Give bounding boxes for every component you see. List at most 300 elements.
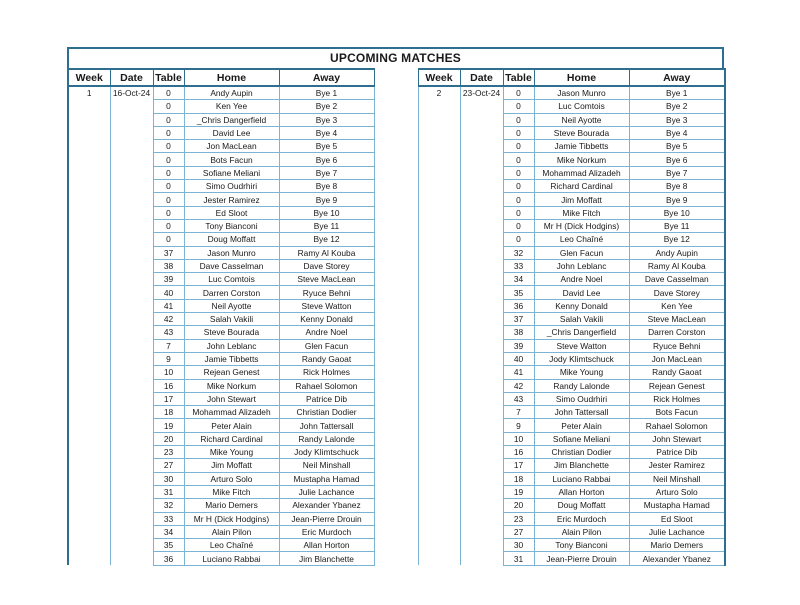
date-cell-right: [460, 259, 503, 272]
spacer-cell: [374, 366, 418, 379]
date-cell-left: [110, 166, 153, 179]
home-cell-right: John Leblanc: [534, 259, 629, 272]
home-cell-right: Doug Moffatt: [534, 499, 629, 512]
header-away-right: Away: [629, 69, 725, 86]
spacer-cell: [374, 113, 418, 126]
spacer-cell: [374, 126, 418, 139]
away-cell-right: Mustapha Hamad: [629, 499, 725, 512]
date-cell-left: [110, 472, 153, 485]
away-cell-left: Steve MacLean: [279, 273, 374, 286]
home-cell-right: Randy Lalonde: [534, 379, 629, 392]
date-cell-right: [460, 219, 503, 232]
date-cell-right: [460, 113, 503, 126]
spacer-cell: [374, 485, 418, 498]
home-cell-right: Jody Klimtschuck: [534, 352, 629, 365]
home-cell-left: Steve Bourada: [184, 326, 279, 339]
table-cell-right: 42: [503, 379, 534, 392]
table-row: [68, 326, 725, 339]
week-cell-left: [68, 552, 110, 565]
date-cell-right: [460, 539, 503, 552]
week-cell-right: [418, 406, 460, 419]
home-cell-left: Mike Young: [184, 446, 279, 459]
table-row: [68, 392, 725, 405]
away-cell-right: Bye 7: [629, 166, 725, 179]
away-cell-left: Julie Lachance: [279, 485, 374, 498]
table-row: [68, 286, 725, 299]
table-cell-right: 0: [503, 140, 534, 153]
spacer-cell: [374, 392, 418, 405]
week-cell-right: [418, 273, 460, 286]
home-cell-left: Ken Yee: [184, 100, 279, 113]
spacer-cell: [374, 499, 418, 512]
table-cell-left: 19: [153, 419, 184, 432]
table-cell-left: 33: [153, 512, 184, 525]
date-cell-right: [460, 525, 503, 538]
home-cell-right: Mohammad Alizadeh: [534, 166, 629, 179]
home-cell-right: Mike Fitch: [534, 206, 629, 219]
away-cell-left: Rahael Solomon: [279, 379, 374, 392]
home-cell-left: John Stewart: [184, 392, 279, 405]
table-row: [68, 512, 725, 525]
home-cell-left: Peter Alain: [184, 419, 279, 432]
date-cell-left: [110, 313, 153, 326]
table-row: [68, 472, 725, 485]
header-date-right: Date: [460, 69, 503, 86]
date-cell-right: [460, 499, 503, 512]
table-cell-left: 36: [153, 552, 184, 565]
away-cell-left: Eric Murdoch: [279, 525, 374, 538]
away-cell-right: Bye 1: [629, 86, 725, 100]
table-cell-left: 7: [153, 339, 184, 352]
away-cell-left: Bye 2: [279, 100, 374, 113]
week-cell-left: [68, 432, 110, 445]
table-cell-right: 0: [503, 126, 534, 139]
away-cell-right: Bye 10: [629, 206, 725, 219]
date-cell-left: [110, 193, 153, 206]
table-cell-right: 30: [503, 539, 534, 552]
table-cell-left: 31: [153, 485, 184, 498]
away-cell-right: Jon MacLean: [629, 352, 725, 365]
date-cell-left: [110, 299, 153, 312]
week-cell-left: [68, 352, 110, 365]
table-cell-right: 23: [503, 512, 534, 525]
away-cell-left: Glen Facun: [279, 339, 374, 352]
away-cell-left: Bye 3: [279, 113, 374, 126]
table-cell-left: 20: [153, 432, 184, 445]
spacer-cell: [374, 286, 418, 299]
table-row: [68, 153, 725, 166]
table-cell-right: 0: [503, 206, 534, 219]
header-week-left: Week: [68, 69, 110, 86]
table-cell-left: 23: [153, 446, 184, 459]
table-cell-right: 10: [503, 432, 534, 445]
away-cell-right: Ed Sloot: [629, 512, 725, 525]
home-cell-left: Mario Demers: [184, 499, 279, 512]
date-cell-right: [460, 233, 503, 246]
spacer-cell: [374, 472, 418, 485]
date-cell-left: [110, 512, 153, 525]
header-table-left: Table: [153, 69, 184, 86]
table-row: [68, 446, 725, 459]
away-cell-right: Randy Gaoat: [629, 366, 725, 379]
table-row: [68, 180, 725, 193]
table-row: [68, 339, 725, 352]
home-cell-left: Mohammad Alizadeh: [184, 406, 279, 419]
away-cell-left: Bye 11: [279, 219, 374, 232]
home-cell-right: Sofiane Meliani: [534, 432, 629, 445]
home-cell-left: John Leblanc: [184, 339, 279, 352]
home-cell-right: Andre Noel: [534, 273, 629, 286]
away-cell-right: Bots Facun: [629, 406, 725, 419]
away-cell-right: Darren Corston: [629, 326, 725, 339]
home-cell-right: Jim Blanchette: [534, 459, 629, 472]
table-row: [68, 259, 725, 272]
week-cell-right: [418, 485, 460, 498]
week-cell-right: [418, 206, 460, 219]
date-cell-right: [460, 140, 503, 153]
date-cell-left: [110, 552, 153, 565]
home-cell-right: Christian Dodier: [534, 446, 629, 459]
week-cell-left: 1: [68, 86, 110, 100]
home-cell-right: Luciano Rabbai: [534, 472, 629, 485]
table-row: [68, 206, 725, 219]
table-cell-right: 16: [503, 446, 534, 459]
table-cell-right: 0: [503, 86, 534, 100]
home-cell-left: Rejean Genest: [184, 366, 279, 379]
date-cell-left: [110, 432, 153, 445]
spacer-cell: [374, 379, 418, 392]
date-cell-left: [110, 286, 153, 299]
away-cell-left: John Tattersall: [279, 419, 374, 432]
away-cell-left: Christian Dodier: [279, 406, 374, 419]
week-cell-left: [68, 126, 110, 139]
table-cell-left: 9: [153, 352, 184, 365]
week-cell-right: [418, 313, 460, 326]
home-cell-left: Andy Aupin: [184, 86, 279, 100]
table-cell-right: 32: [503, 246, 534, 259]
home-cell-left: Jason Munro: [184, 246, 279, 259]
away-cell-left: Randy Gaoat: [279, 352, 374, 365]
week-cell-left: [68, 446, 110, 459]
home-cell-left: Luc Comtois: [184, 273, 279, 286]
table-cell-left: 34: [153, 525, 184, 538]
home-cell-right: Jim Moffatt: [534, 193, 629, 206]
week-cell-right: [418, 166, 460, 179]
table-cell-left: 35: [153, 539, 184, 552]
table-cell-right: 39: [503, 339, 534, 352]
away-cell-right: John Stewart: [629, 432, 725, 445]
away-cell-left: Jim Blanchette: [279, 552, 374, 565]
date-cell-left: [110, 206, 153, 219]
date-cell-left: [110, 406, 153, 419]
date-cell-left: [110, 446, 153, 459]
table-row: [68, 525, 725, 538]
week-cell-left: [68, 193, 110, 206]
date-cell-right: [460, 512, 503, 525]
home-cell-left: Dave Casselman: [184, 259, 279, 272]
table-cell-left: 27: [153, 459, 184, 472]
home-cell-right: Mike Norkum: [534, 153, 629, 166]
table-row: [68, 379, 725, 392]
away-cell-right: Bye 9: [629, 193, 725, 206]
week-cell-right: [418, 499, 460, 512]
away-cell-left: Bye 1: [279, 86, 374, 100]
away-cell-right: Bye 5: [629, 140, 725, 153]
date-cell-left: [110, 525, 153, 538]
home-cell-right: Peter Alain: [534, 419, 629, 432]
home-cell-right: Jean-Pierre Drouin: [534, 552, 629, 565]
table-cell-left: 0: [153, 233, 184, 246]
week-cell-left: [68, 100, 110, 113]
table-row: [68, 126, 725, 139]
table-cell-left: 0: [153, 206, 184, 219]
home-cell-right: Kenny Donald: [534, 299, 629, 312]
home-cell-right: Tony Bianconi: [534, 539, 629, 552]
date-cell-left: [110, 126, 153, 139]
away-cell-right: Jester Ramirez: [629, 459, 725, 472]
away-cell-right: Bye 8: [629, 180, 725, 193]
home-cell-right: Leo Chaîné: [534, 233, 629, 246]
away-cell-left: Bye 10: [279, 206, 374, 219]
matches-table: [67, 68, 726, 566]
week-cell-left: [68, 286, 110, 299]
week-cell-right: [418, 259, 460, 272]
home-cell-left: Richard Cardinal: [184, 432, 279, 445]
date-cell-right: [460, 392, 503, 405]
table-cell-right: 0: [503, 166, 534, 179]
home-cell-left: Simo Oudrhiri: [184, 180, 279, 193]
table-cell-left: 39: [153, 273, 184, 286]
date-cell-right: [460, 485, 503, 498]
spacer-cell: [374, 339, 418, 352]
table-cell-left: 16: [153, 379, 184, 392]
week-cell-left: [68, 273, 110, 286]
home-cell-right: Mr H (Dick Hodgins): [534, 219, 629, 232]
table-cell-right: 36: [503, 299, 534, 312]
home-cell-left: David Lee: [184, 126, 279, 139]
away-cell-left: Bye 12: [279, 233, 374, 246]
away-cell-left: Alexander Ybanez: [279, 499, 374, 512]
table-cell-left: 43: [153, 326, 184, 339]
date-cell-left: [110, 153, 153, 166]
table-cell-left: 32: [153, 499, 184, 512]
week-cell-right: [418, 525, 460, 538]
away-cell-right: Bye 6: [629, 153, 725, 166]
week-cell-left: [68, 499, 110, 512]
away-cell-right: Rejean Genest: [629, 379, 725, 392]
away-cell-left: Randy Lalonde: [279, 432, 374, 445]
week-cell-right: [418, 180, 460, 193]
week-cell-right: [418, 459, 460, 472]
away-cell-right: Mario Demers: [629, 539, 725, 552]
home-cell-left: _Chris Dangerfield: [184, 113, 279, 126]
table-row: [68, 299, 725, 312]
spacer-cell: [374, 552, 418, 565]
home-cell-left: Sofiane Meliani: [184, 166, 279, 179]
table-row: [68, 352, 725, 365]
date-cell-right: [460, 326, 503, 339]
date-cell-right: [460, 193, 503, 206]
home-cell-right: David Lee: [534, 286, 629, 299]
table-cell-right: 34: [503, 273, 534, 286]
spacer-cell: [374, 326, 418, 339]
table-cell-left: 10: [153, 366, 184, 379]
spacer-cell: [374, 419, 418, 432]
away-cell-right: Steve MacLean: [629, 313, 725, 326]
date-cell-right: [460, 379, 503, 392]
table-cell-left: 0: [153, 113, 184, 126]
away-cell-right: Arturo Solo: [629, 485, 725, 498]
away-cell-left: Patrice Dib: [279, 392, 374, 405]
home-cell-left: Mike Fitch: [184, 485, 279, 498]
home-cell-left: Darren Corston: [184, 286, 279, 299]
table-row: [68, 273, 725, 286]
table-cell-right: 41: [503, 366, 534, 379]
week-cell-left: [68, 379, 110, 392]
week-cell-right: [418, 432, 460, 445]
date-cell-left: [110, 459, 153, 472]
date-cell-left: [110, 140, 153, 153]
spacer-cell: [374, 166, 418, 179]
week-cell-right: [418, 552, 460, 565]
date-cell-right: [460, 366, 503, 379]
table-cell-right: 20: [503, 499, 534, 512]
header-row: [68, 69, 725, 86]
away-cell-left: Rick Holmes: [279, 366, 374, 379]
week-cell-left: [68, 326, 110, 339]
away-cell-right: Rahael Solomon: [629, 419, 725, 432]
date-cell-left: [110, 113, 153, 126]
home-cell-left: Mike Norkum: [184, 379, 279, 392]
away-cell-left: Andre Noel: [279, 326, 374, 339]
sheet-title: UPCOMING MATCHES: [67, 47, 724, 68]
away-cell-right: Ryuce Behni: [629, 339, 725, 352]
date-cell-right: [460, 406, 503, 419]
table-row: [68, 246, 725, 259]
spacer-cell: [374, 406, 418, 419]
week-cell-right: [418, 233, 460, 246]
week-cell-right: [418, 140, 460, 153]
home-cell-left: Jester Ramirez: [184, 193, 279, 206]
away-cell-right: Alexander Ybanez: [629, 552, 725, 565]
header-week-right: Week: [418, 69, 460, 86]
table-cell-left: 0: [153, 100, 184, 113]
date-cell-left: [110, 233, 153, 246]
spacer-cell: [374, 512, 418, 525]
away-cell-right: Dave Storey: [629, 286, 725, 299]
spacer-cell: [374, 180, 418, 193]
date-cell-right: [460, 100, 503, 113]
date-cell-left: [110, 273, 153, 286]
table-row: [68, 86, 725, 100]
date-cell-right: [460, 126, 503, 139]
week-cell-right: [418, 392, 460, 405]
date-cell-right: [460, 339, 503, 352]
table-row: [68, 366, 725, 379]
table-cell-left: 18: [153, 406, 184, 419]
home-cell-left: Doug Moffatt: [184, 233, 279, 246]
home-cell-left: Jim Moffatt: [184, 459, 279, 472]
spacer-cell: [374, 459, 418, 472]
spacer-cell: [374, 219, 418, 232]
table-row: [68, 406, 725, 419]
home-cell-left: Mr H (Dick Hodgins): [184, 512, 279, 525]
date-cell-right: [460, 419, 503, 432]
table-cell-left: 42: [153, 313, 184, 326]
home-cell-left: Neil Ayotte: [184, 299, 279, 312]
header-spacer: [374, 69, 418, 86]
week-cell-left: [68, 206, 110, 219]
spacer-cell: [374, 86, 418, 100]
table-row: [68, 419, 725, 432]
week-cell-left: [68, 525, 110, 538]
away-cell-left: Neil Minshall: [279, 459, 374, 472]
date-cell-left: [110, 259, 153, 272]
home-cell-right: Eric Murdoch: [534, 512, 629, 525]
date-cell-left: [110, 100, 153, 113]
week-cell-left: [68, 259, 110, 272]
week-cell-left: [68, 419, 110, 432]
week-cell-left: [68, 219, 110, 232]
date-cell-right: [460, 273, 503, 286]
spacer-cell: [374, 140, 418, 153]
spacer-cell: [374, 299, 418, 312]
week-cell-right: [418, 126, 460, 139]
date-cell-left: [110, 246, 153, 259]
table-cell-left: 0: [153, 166, 184, 179]
table-cell-left: 0: [153, 140, 184, 153]
week-cell-right: [418, 352, 460, 365]
spacer-cell: [374, 525, 418, 538]
date-cell-left: [110, 392, 153, 405]
away-cell-left: Bye 9: [279, 193, 374, 206]
table-cell-left: 0: [153, 219, 184, 232]
date-cell-left: [110, 339, 153, 352]
date-cell-right: [460, 552, 503, 565]
away-cell-left: Bye 6: [279, 153, 374, 166]
table-cell-right: 19: [503, 485, 534, 498]
week-cell-left: [68, 246, 110, 259]
away-cell-left: Bye 4: [279, 126, 374, 139]
away-cell-right: Julie Lachance: [629, 525, 725, 538]
spacer-cell: [374, 153, 418, 166]
away-cell-left: Steve Watton: [279, 299, 374, 312]
table-row: [68, 485, 725, 498]
spacer-cell: [374, 539, 418, 552]
table-row: [68, 233, 725, 246]
header-home-left: Home: [184, 69, 279, 86]
date-cell-right: [460, 166, 503, 179]
date-cell-right: [460, 352, 503, 365]
table-cell-right: 0: [503, 100, 534, 113]
matches-sheet: [67, 47, 724, 566]
table-cell-right: 0: [503, 233, 534, 246]
week-cell-left: [68, 153, 110, 166]
date-cell-left: [110, 326, 153, 339]
away-cell-left: Kenny Donald: [279, 313, 374, 326]
week-cell-left: [68, 233, 110, 246]
week-cell-right: [418, 379, 460, 392]
table-cell-left: 0: [153, 180, 184, 193]
home-cell-left: Jamie Tibbetts: [184, 352, 279, 365]
table-cell-right: 27: [503, 525, 534, 538]
week-cell-left: [68, 472, 110, 485]
away-cell-left: Allan Horton: [279, 539, 374, 552]
table-row: [68, 113, 725, 126]
week-cell-right: [418, 153, 460, 166]
home-cell-left: Tony Bianconi: [184, 219, 279, 232]
away-cell-right: Neil Minshall: [629, 472, 725, 485]
